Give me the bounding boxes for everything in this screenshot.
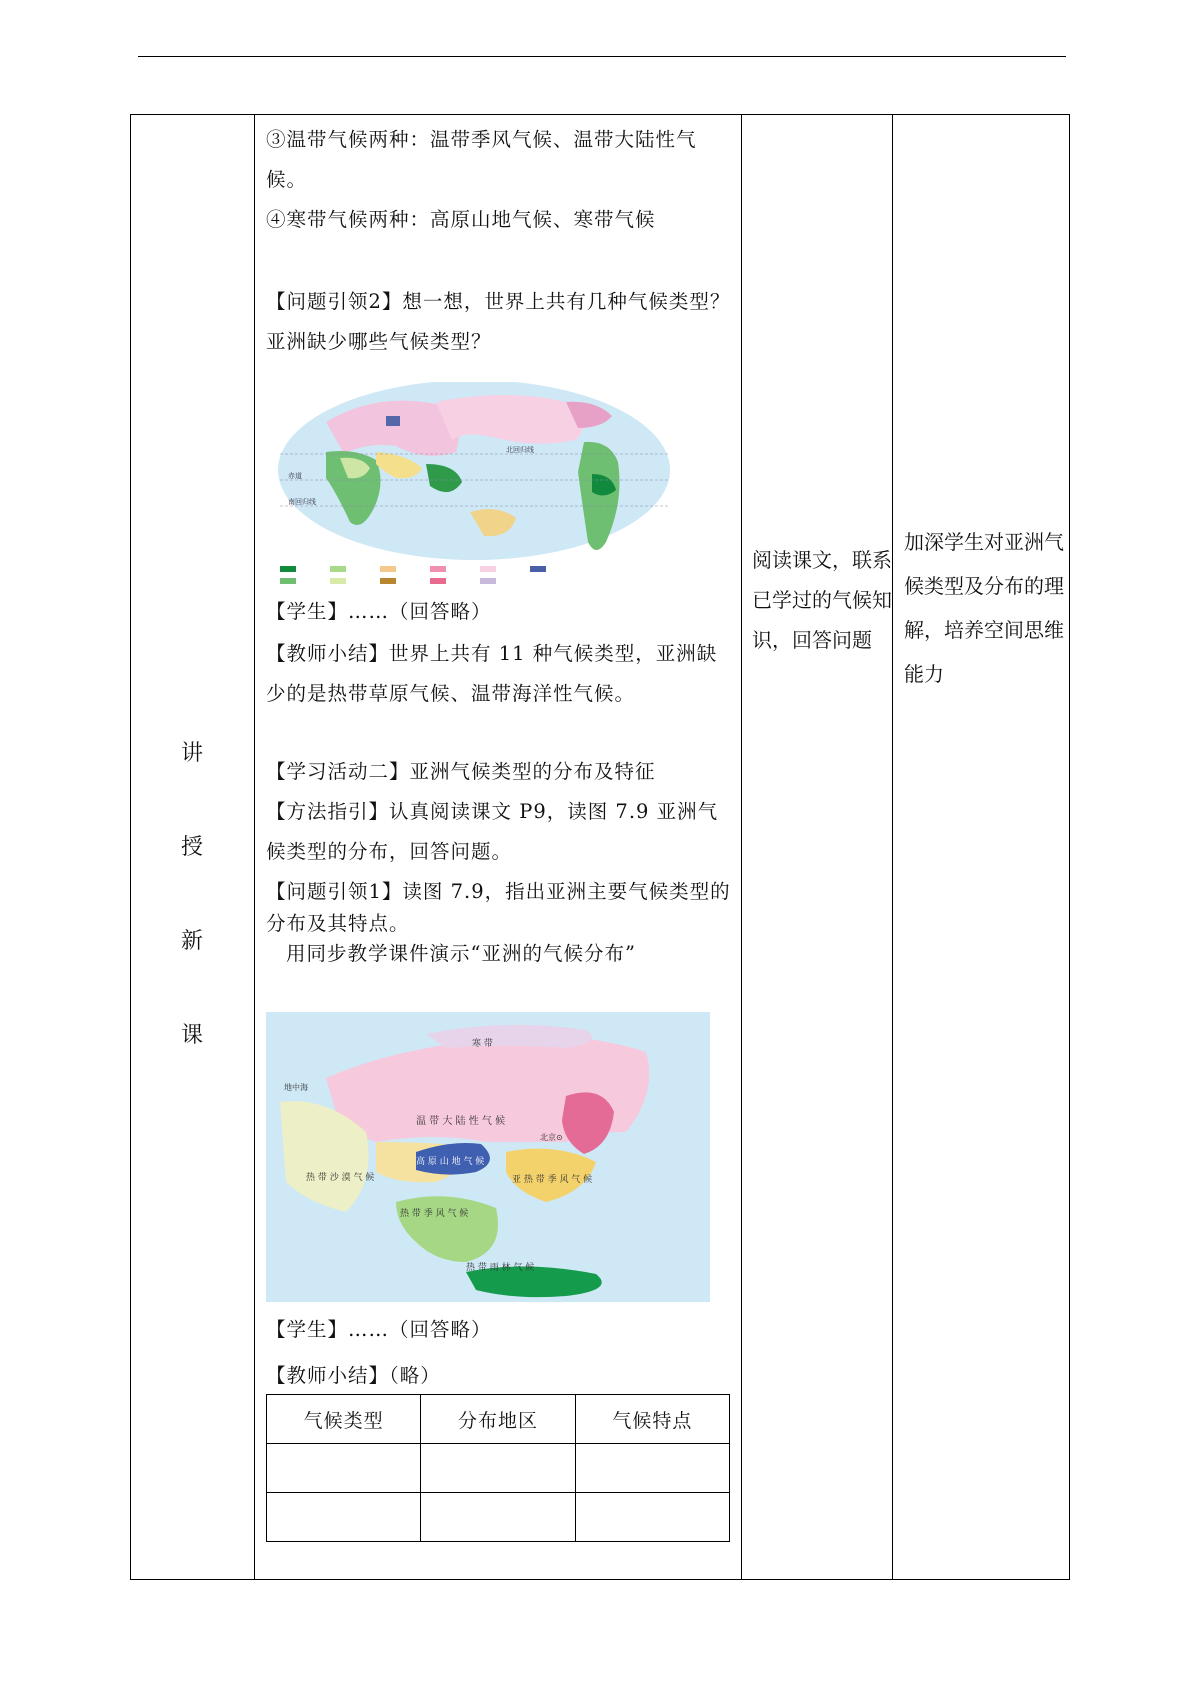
monsoon-label: 热 带 季 风 气 候 <box>400 1209 469 1219</box>
table-row <box>267 1444 730 1493</box>
map-legend <box>280 566 546 584</box>
learning-activity-2: 【学习活动二】亚洲气候类型的分布及特征 <box>266 760 656 783</box>
table-cell <box>267 1444 421 1493</box>
world-climate-map <box>266 382 682 590</box>
table-header: 气候特点 <box>575 1395 729 1444</box>
courseware-note: 用同步教学课件演示“亚洲的气候分布” <box>286 942 636 965</box>
stage-column <box>130 114 254 1580</box>
stage-char: 讲 <box>180 741 203 766</box>
stage-char: 课 <box>180 1023 203 1048</box>
beijing-label: 北京⊙ <box>540 1133 563 1142</box>
n-tropic-label: 北回归线 <box>506 446 534 454</box>
question-2: 【问题引领2】想一想，世界上共有几种气候类型？亚洲缺少哪些气候类型？ <box>266 290 731 353</box>
subtropical-label: 亚 热 带 季 风 气 候 <box>512 1175 593 1185</box>
table-cell <box>267 1493 421 1542</box>
temperate-climate-line: ③温带气候两种：温带季风气候、温带大陆性气候。 <box>266 128 697 191</box>
cold-label: 寒 带 <box>472 1039 493 1049</box>
method-guide: 【方法指引】认真阅读课文 P9，读图 7.9 亚洲气候类型的分布，回答问题。 <box>266 800 719 863</box>
stage-char: 授 <box>180 835 203 860</box>
stage-char: 新 <box>180 929 203 954</box>
asia-climate-map <box>266 1012 710 1302</box>
cold-climate-line: ④寒带气候两种：高原山地气候、寒带气候 <box>266 208 656 231</box>
table-row <box>267 1493 730 1542</box>
table-cell <box>421 1444 575 1493</box>
equator-label: 赤道 <box>288 472 302 480</box>
s-tropic-label: 南回归线 <box>288 498 316 506</box>
teacher-summary-2: 【教师小结】（略） <box>266 1364 441 1387</box>
student-answer-2: 【学生】……（回答略） <box>266 1318 492 1341</box>
header-rule <box>138 56 1066 57</box>
student-activity: 阅读课文，联系已学过的气候知识，回答问题 <box>752 548 892 652</box>
climate-summary-table <box>266 1394 730 1542</box>
mediterranean-label: 地中海 <box>284 1083 308 1092</box>
table-header: 气候类型 <box>267 1395 421 1444</box>
table-cell <box>421 1493 575 1542</box>
content-column <box>254 114 740 1580</box>
column-divider <box>741 114 742 1580</box>
design-intent: 加深学生对亚洲气候类型及分布的理解，培养空间思维能力 <box>904 530 1064 686</box>
rainforest-label: 热 带 雨 林 气 候 <box>466 1263 535 1273</box>
desert-label: 热 带 沙 漠 气 候 <box>306 1173 375 1183</box>
temperate-continental-label: 温 带 大 陆 性 气 候 <box>416 1116 506 1127</box>
student-answer-1: 【学生】……（回答略） <box>266 600 492 623</box>
table-header-row <box>267 1395 730 1444</box>
table-cell <box>575 1493 729 1542</box>
teacher-summary-1: 【教师小结】世界上共有 11 种气候类型，亚洲缺少的是热带草原气候、温带海洋性气候。 <box>266 642 718 705</box>
plateau-label: 高 原 山 地 气 候 <box>416 1157 485 1167</box>
column-divider <box>892 114 893 1580</box>
table-cell <box>575 1444 729 1493</box>
question-1: 【问题引领1】读图 7.9，指出亚洲主要气候类型的分布及其特点。 <box>266 880 731 935</box>
table-header: 分布地区 <box>421 1395 575 1444</box>
